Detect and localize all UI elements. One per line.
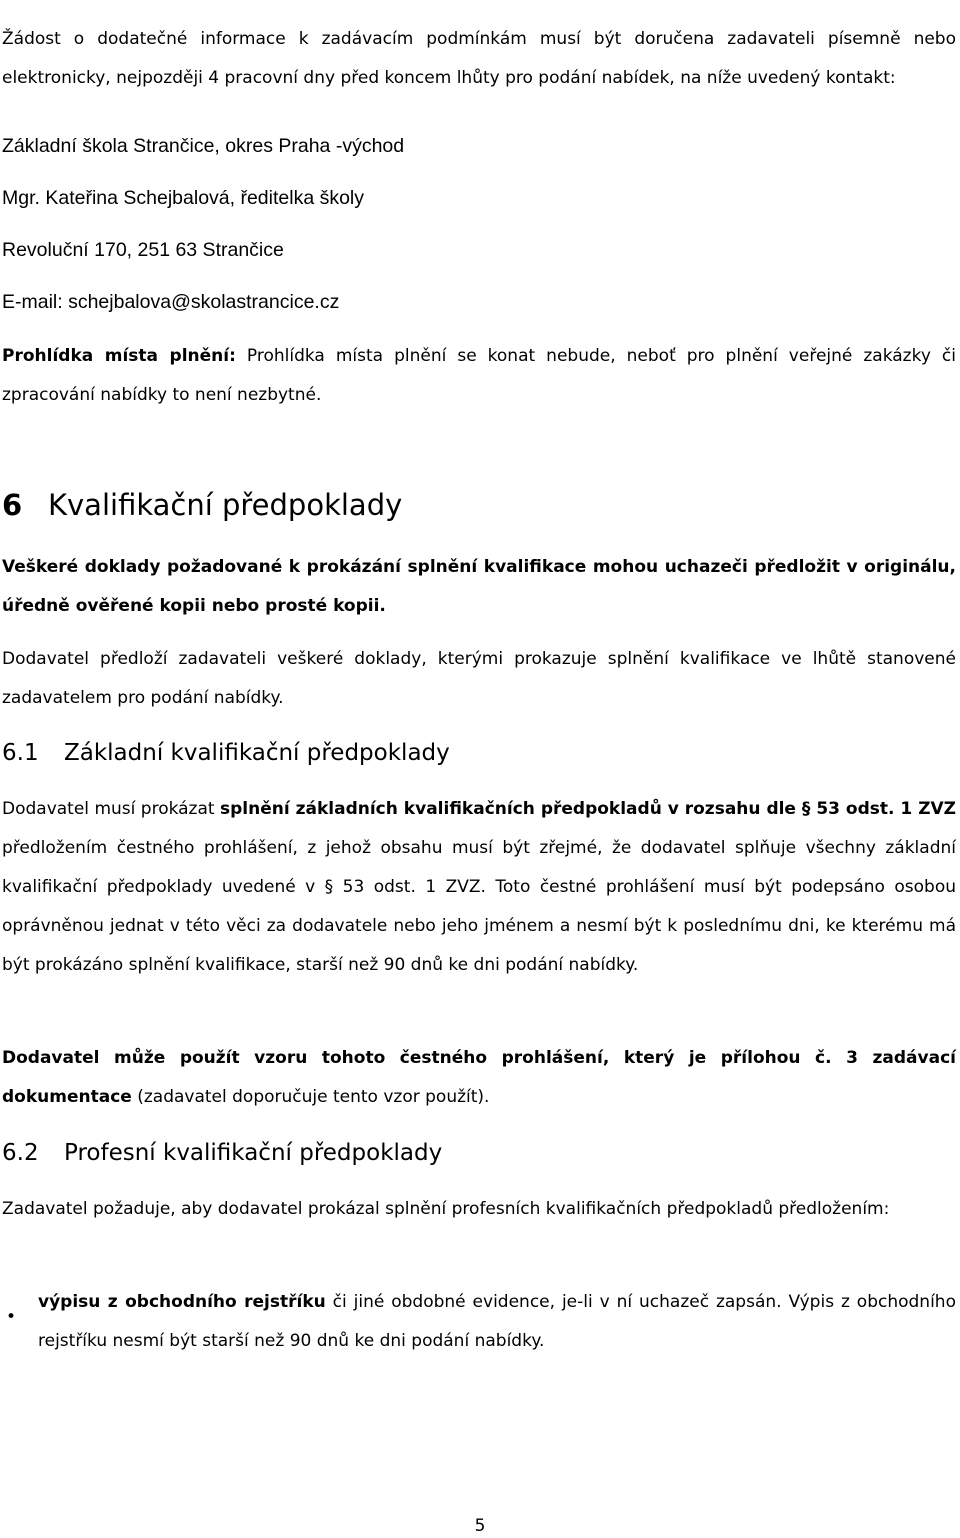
section-6-1-paragraph-1 <box>2 790 956 985</box>
section-6-paragraph: Dodavatel předloží zadavateli veškeré doklady, kterými prokazuje splnění kvalifikace ve lhůtě stanovené zadavatelem pro podání nabídky. <box>2 649 956 708</box>
section-6-1-p2-rest: (zadavatel doporučuje tento vzor použít). <box>131 1087 490 1107</box>
section-6-2-heading <box>2 1133 442 1173</box>
inspection-paragraph <box>2 337 956 415</box>
section-6-1-heading <box>2 733 450 773</box>
inspection-label: Prohlídka místa plnění: <box>2 346 236 366</box>
bullet-icon: • <box>6 1307 17 1327</box>
section-6-2-title: Profesní kvalifikační předpoklady <box>64 1140 443 1166</box>
section-6-1-p1-start: Dodavatel musí prokázat <box>2 799 220 819</box>
contact-address: Revoluční 170, 251 63 Strančice <box>2 239 284 261</box>
list-item-text: či jiné obdobné evidence, je-li v ní uchazeč zapsán. Výpis z obchodního rejstříku nesmí být starší než 90 dnů ke dni podání nabídky. <box>38 1292 956 1351</box>
section-6-title: Kvalifikační předpoklady <box>48 488 403 522</box>
section-6-number: 6 <box>2 488 23 522</box>
contact-email: E-mail: schejbalova@skolastrancice.cz <box>2 291 340 313</box>
contact-school: Základní škola Strančice, okres Praha -východ <box>2 135 405 157</box>
page-footer <box>0 1514 960 1538</box>
section-6-1-p2-bold: Dodavatel může použít vzoru tohoto čestného prohlášení, který je přílohou č. 3 zadávací dokumentace <box>2 1048 956 1107</box>
section-6-1-p1-rest: předložením čestného prohlášení, z jehož obsahu musí být zřejmé, že dodavatel splňuje všechny základní kvalifikační předpoklady uvedené v § 53 odst. 1 ZVZ. Toto čestné prohlášení musí být podepsáno osobou oprávněnou jednat v této věci za dodavatele nebo jeho jménem a nesmí být k poslednímu dni, ke kterému má být prokázáno splnění kvalifikace, starší než 90 dnů ke dni podání nabídky. <box>2 838 956 975</box>
section-6-2-intro: Zadavatel požaduje, aby dodavatel prokázal splnění profesních kvalifikačních předpokladů předložením: <box>2 1199 890 1219</box>
section-6-1-number: 6.1 <box>2 740 39 766</box>
list-item <box>38 1283 956 1361</box>
section-6-bold-text: Veškeré doklady požadované k prokázání splnění kvalifikace mohou uchazeči předložit v originálu, úředně ověřené kopii nebo prosté kopii. <box>2 557 956 616</box>
list-item-bold: výpisu z obchodního rejstříku <box>38 1292 326 1312</box>
section-6-1-p1-bold: splnění základních kvalifikačních předpokladů v rozsahu dle § 53 odst. 1 ZVZ <box>220 799 956 819</box>
section-6-2-number: 6.2 <box>2 1140 39 1166</box>
contact-person: Mgr. Kateřina Schejbalová, ředitelka školy <box>2 187 365 209</box>
section-6-1-paragraph-2 <box>2 1039 956 1117</box>
inspection-text: Prohlídka místa plnění se konat nebude, neboť pro plnění veřejné zakázky či zpracování nabídky to není nezbytné. <box>2 346 956 405</box>
page-number: 5 <box>474 1516 486 1536</box>
section-6-bold-paragraph <box>2 548 956 626</box>
section-6-heading <box>2 483 402 527</box>
contact-intro: Žádost o dodatečné informace k zadávacím podmínkám musí být doručena zadavateli písemně nebo elektronicky, nejpozději 4 pracovní dny před koncem lhůty pro podání nabídek, na níže uvedený kontakt: <box>2 29 956 88</box>
section-6-1-title: Základní kvalifikační předpoklady <box>64 740 450 766</box>
